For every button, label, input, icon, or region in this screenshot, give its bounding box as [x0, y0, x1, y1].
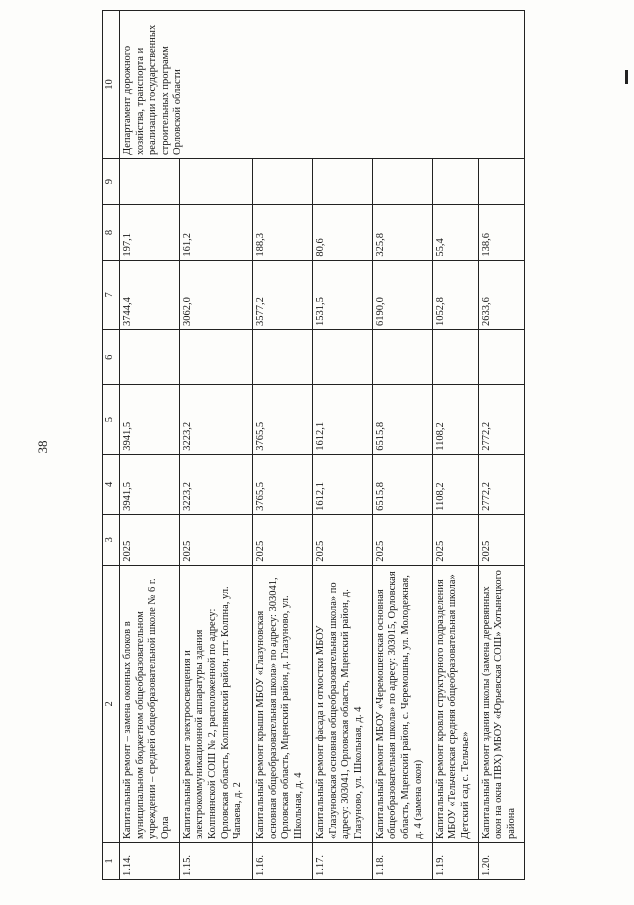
rotated-page: [102, 10, 525, 880]
amount-col4: 1108,2: [432, 454, 478, 514]
amount-col9: [120, 159, 180, 205]
year-cell: 2025: [253, 514, 313, 565]
corner-mark: [625, 70, 628, 84]
amount-col7: 3062,0: [179, 260, 252, 329]
column-number: 9: [103, 159, 120, 205]
row-number: 1.17.: [312, 843, 372, 880]
column-number: 6: [103, 329, 120, 384]
year-cell: 2025: [179, 514, 252, 565]
amount-col4: 1612,1: [312, 454, 372, 514]
amount-col6: [478, 329, 524, 384]
amount-col7: 1052,8: [432, 260, 478, 329]
project-name: Капитальный ремонт здания школы (замена деревянных окон на окна ПВХ) МБОУ «Юрьевская СОШ» Хотынецкого района: [478, 565, 524, 842]
amount-col7: 3577,2: [253, 260, 313, 329]
project-name: Капитальный ремонт кровли структурного подразделения МБОУ «Тельченская средняя общеобразовательная школа» Детский сад с. Тельчье»: [432, 565, 478, 842]
amount-col6: [120, 329, 180, 384]
table-row: [120, 11, 180, 880]
amount-col4: 3765,5: [253, 454, 313, 514]
column-number: 5: [103, 385, 120, 454]
amount-col8: 80,6: [312, 205, 372, 260]
amount-col7: 2633,6: [478, 260, 524, 329]
amount-col8: 197,1: [120, 205, 180, 260]
amount-col6: [179, 329, 252, 384]
column-number: 8: [103, 205, 120, 260]
amount-col8: 188,3: [253, 205, 313, 260]
year-cell: 2025: [432, 514, 478, 565]
row-number: 1.18.: [372, 843, 432, 880]
amount-col5: 6515,8: [372, 385, 432, 454]
responsible-agency: Департамент дорожного хозяйства, транспорта и реализации государственных строительных программ Орловской области: [120, 11, 525, 159]
amount-col5: 3223,2: [179, 385, 252, 454]
amount-col5: 1108,2: [432, 385, 478, 454]
year-cell: 2025: [312, 514, 372, 565]
project-name: Капитальный ремонт фасада и отмостки МБОУ «Глазуновская основная общеобразовательная школа» по адресу: 303041, Орловская область, Мценский район, д. Глазуново, ул. Школьная, д. 4: [312, 565, 372, 842]
column-number: 10: [103, 11, 120, 159]
table-body: [120, 11, 525, 880]
project-name: Капитальный ремонт МБОУ «Черемошенская основная общеобразовательная школа» по адресу: 303015, Орловская область, Мценский район, с. Черемошны, ул. Молодежная, д. 4 (замена окон): [372, 565, 432, 842]
amount-col5: 3941,5: [120, 385, 180, 454]
row-number: 1.16.: [253, 843, 313, 880]
amount-col6: [372, 329, 432, 384]
amount-col7: 3744,4: [120, 260, 180, 329]
column-number: 2: [103, 565, 120, 842]
year-cell: 2025: [120, 514, 180, 565]
row-number: 1.14.: [120, 843, 180, 880]
amount-col8: 55,4: [432, 205, 478, 260]
amount-col4: 2772,2: [478, 454, 524, 514]
amount-col5: 2772,2: [478, 385, 524, 454]
amount-col9: [253, 159, 313, 205]
amount-col5: 3765,5: [253, 385, 313, 454]
amount-col5: 1612,1: [312, 385, 372, 454]
amount-col7: 1531,5: [312, 260, 372, 329]
amount-col8: 138,6: [478, 205, 524, 260]
column-number-row: [103, 11, 120, 880]
amount-col8: 325,8: [372, 205, 432, 260]
amount-col7: 6190,0: [372, 260, 432, 329]
column-number: 3: [103, 514, 120, 565]
budget-table: [102, 10, 525, 880]
amount-col9: [478, 159, 524, 205]
row-number: 1.19.: [432, 843, 478, 880]
year-cell: 2025: [372, 514, 432, 565]
amount-col6: [432, 329, 478, 384]
year-cell: 2025: [478, 514, 524, 565]
amount-col9: [312, 159, 372, 205]
amount-col9: [432, 159, 478, 205]
project-name: Капитальный ремонт крыши МБОУ «Глазуновская основная общеобразовательная школа» по адресу: 303041, Орловская область, Мценский район, д. Глазуново, ул. Школьная, д. 4: [253, 565, 313, 842]
row-number: 1.20.: [478, 843, 524, 880]
project-name: Капитальный ремонт – замена оконных блоков в муниципальном бюджетном общеобразовательном учреждении – средней общеобразовательной школе № 6 г. Орла: [120, 565, 180, 842]
row-number: 1.15.: [179, 843, 252, 880]
project-name: Капитальный ремонт электроосвещения и электрокоммуникационной аппаратуры здания Колпнянской СОШ № 2, расположенной по адресу: Орловская область, Колпнянский район, пгт. Колпна, ул. Чапаева, д. 2: [179, 565, 252, 842]
amount-col6: [253, 329, 313, 384]
amount-col9: [179, 159, 252, 205]
column-number: 1: [103, 843, 120, 880]
amount-col4: 6515,8: [372, 454, 432, 514]
amount-col6: [312, 329, 372, 384]
page-number: 38: [35, 440, 50, 454]
column-number: 7: [103, 260, 120, 329]
amount-col8: 161,2: [179, 205, 252, 260]
amount-col4: 3941,5: [120, 454, 180, 514]
amount-col9: [372, 159, 432, 205]
column-number: 4: [103, 454, 120, 514]
amount-col4: 3223,2: [179, 454, 252, 514]
